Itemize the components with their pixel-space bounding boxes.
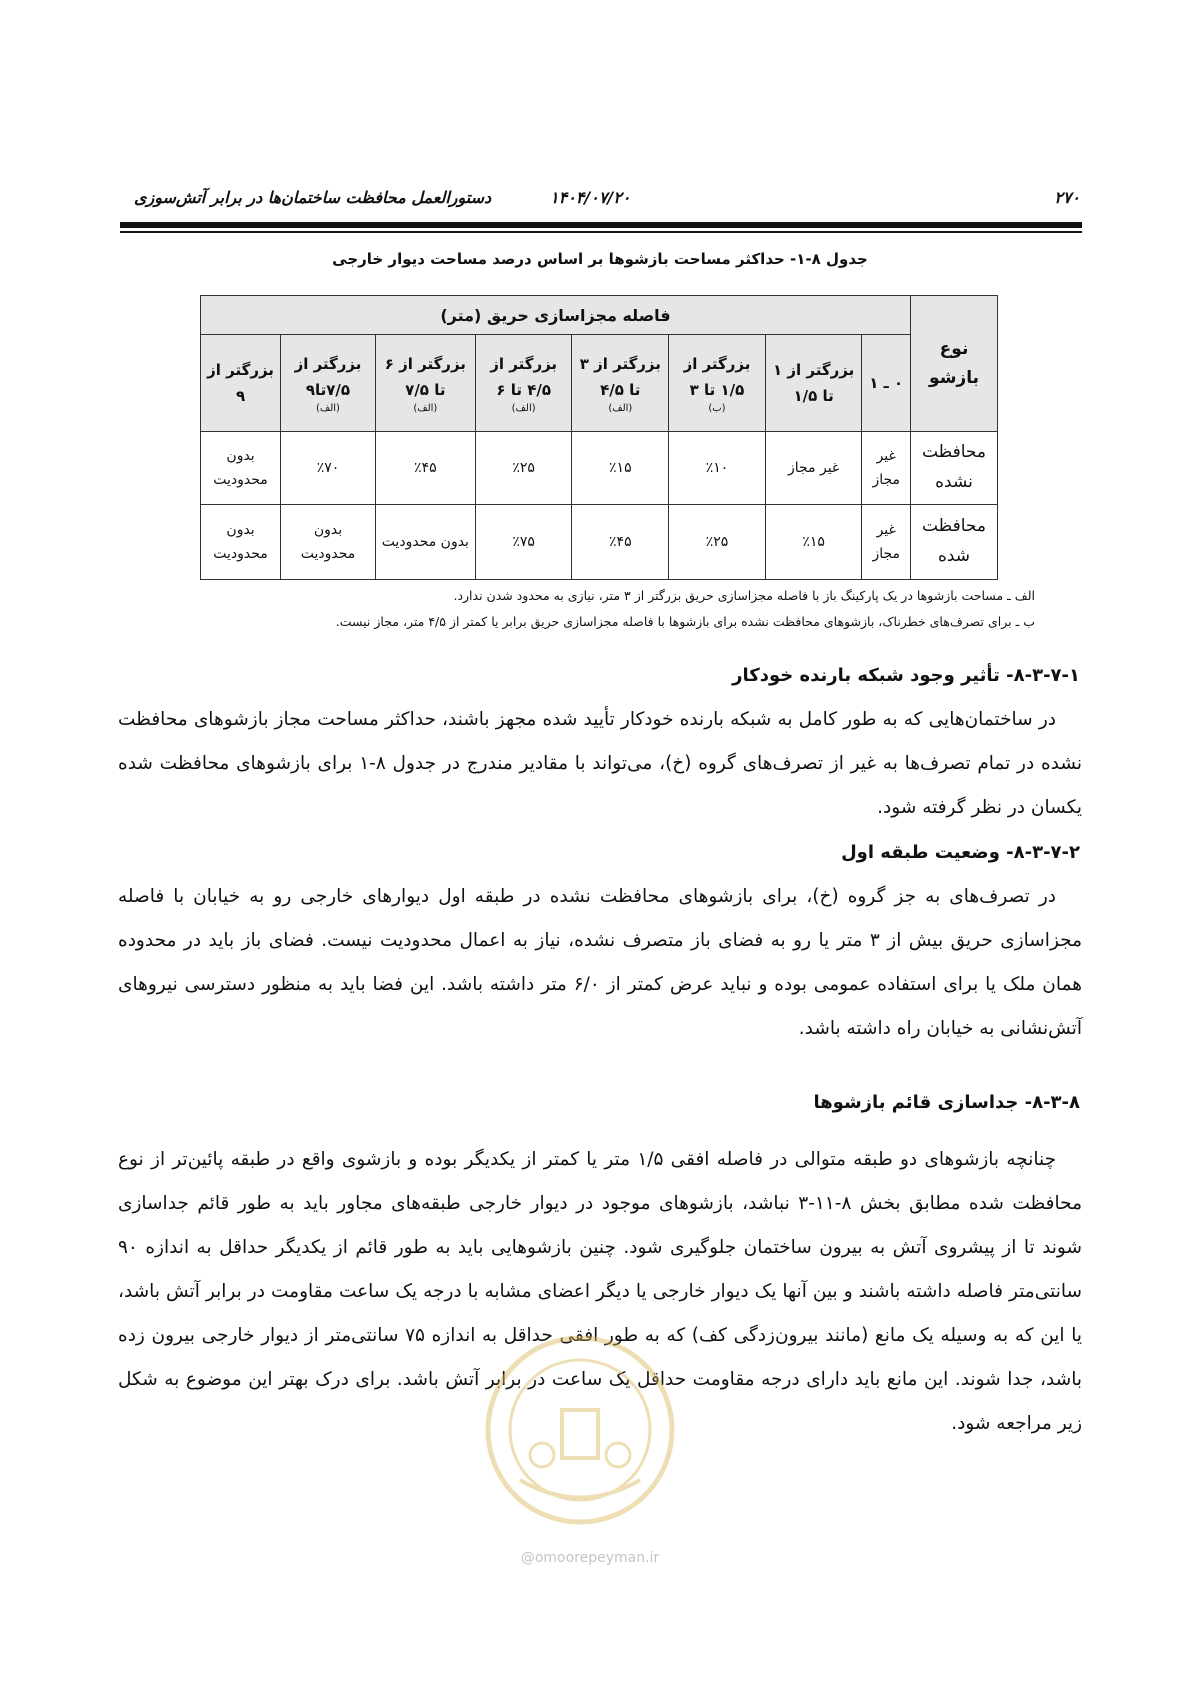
- col-header-type: نوع بازشو: [911, 296, 998, 432]
- col-header-label: بزرگتر از ۹: [207, 360, 274, 405]
- header-rule-thick: [120, 222, 1082, 228]
- col-header-label: بزرگتر از ۶ تا ۷/۵: [384, 354, 466, 399]
- col-header-note: (الف): [413, 403, 438, 415]
- watermark-scale-right-icon: [606, 1443, 630, 1467]
- openings-table: [200, 295, 998, 580]
- header-date: ۱۴۰۴/۰۷/۲۰: [550, 188, 631, 207]
- table-cell: ٪۲۵: [669, 505, 766, 580]
- row-header: محافظت شده: [911, 505, 998, 580]
- paragraph-text: در ساختمان‌هایی که به طور کامل به شبکه بارنده خودکار تأیید شده مجهز باشند، حداکثر مساحت مجاز بازشوهای محافظت نشده در تمام تصرف‌ها به غیر از تصرف‌های گروه (خ)، می‌تواند با مقادیر مندرج در جدول ۸-۱ برای بازشوهای محافظت شده یکسان در نظر گرفته شود.: [118, 709, 1082, 818]
- page-header: [120, 188, 1080, 214]
- table-cell: ٪۴۵: [572, 505, 669, 580]
- col-header-label: بزرگتر از ۱ تا ۱/۵: [773, 360, 855, 405]
- table-cell: ٪۴۵: [375, 432, 475, 505]
- paragraph-text: در تصرف‌های به جز گروه (خ)، برای بازشوهای محافظت نشده در طبقه اول دیوارهای خارجی رو به خیابان با فاصله مجزاسازی حریق بیش از ۳ متر یا رو به فضای باز متصرف نشده، نیاز به اعمال محدودیت نیست. فضای باز باید در محدوده همان ملک یا برای استفاده عمومی بوده و نباید عرض کمتر از ۶/۰ متر داشته باشد. این فضا باید به منظور دسترسی نیروهای آتش‌نشانی به خیابان راه داشته باشد.: [118, 886, 1083, 1039]
- table-cell: ٪۱۵: [765, 505, 862, 580]
- col-group-header: فاصله مجزاسازی حریق (متر): [201, 296, 911, 335]
- col-header: [475, 335, 572, 432]
- watermark-building-icon: [562, 1410, 598, 1458]
- col-header: [201, 335, 281, 432]
- table-cell: بدون محدودیت: [201, 432, 281, 505]
- table-cell: غیر مجاز: [862, 505, 911, 580]
- section-paragraph: [118, 698, 1082, 830]
- header-rule-thin: [120, 231, 1082, 233]
- watermark-inner-ring: [510, 1360, 650, 1500]
- table-cell: غیر مجاز: [765, 432, 862, 505]
- table-cell: ٪۲۵: [475, 432, 572, 505]
- table-cell: بدون محدودیت: [281, 505, 376, 580]
- table-cell: ٪۱۰: [669, 432, 766, 505]
- col-header: [862, 335, 911, 432]
- table-cell: غیر مجاز: [862, 432, 911, 505]
- watermark-logo: [480, 1330, 680, 1530]
- page-number: ۲۷۰: [1054, 188, 1080, 207]
- paragraph-text: چنانچه بازشوهای دو طبقه متوالی در فاصله افقی ۱/۵ متر یا کمتر از یکدیگر بوده و بازشوی واقع در طبقه پائین‌تر از نوع محافظت شده مطابق بخش ۸-۱۱-۳ نباشد، بازشوهای موجود در دیوار خارجی طبقه‌های مجاور باید به طور قائم جداسازی شوند تا از پیشروی آتش به بیرون ساختمان جلوگیری شود. چنین بازشوهایی باید به طور قائم از یکدیگر حداقل به اندازه ۹۰ سانتی‌متر فاصله داشته باشند و بین آنها یک دیوار خارجی یا دیگر اعضای مشابه با درجه یک ساعت مقاومت در برابر آتش باشد، یا این که به وسیله یک مانع (مانند بیرون‌زدگی کف) که به طور افقی حداقل به اندازه ۷۵ سانتی‌متر از دیوار خارجی بیرون زده باشد، جدا شوند. این مانع باید دارای درجه مقاومت حداقل یک ساعت در برابر آتش باشد. برای درک بهتر این موضوع به شکل زیر مراجعه شود.: [118, 1149, 1083, 1434]
- watermark-arc-icon: [520, 1480, 640, 1498]
- col-header-note: (الف): [608, 403, 633, 415]
- col-header: [375, 335, 475, 432]
- col-header: [765, 335, 862, 432]
- col-header-note: (الف): [315, 403, 340, 415]
- section-title: ۸-۳-۸- جداسازی قائم بازشوها: [813, 1092, 1080, 1113]
- col-header-label: بزرگتر از ۳ تا ۴/۵: [579, 354, 661, 399]
- table-note: الف ـ مساحت بازشوها در یک پارکینگ باز با فاصله مجزاسازی حریق بزرگتر از ۳ متر، نیازی به محدود شدن ندارد.: [453, 588, 1035, 603]
- watermark-scale-left-icon: [530, 1443, 554, 1467]
- col-header: [572, 335, 669, 432]
- table-cell: بدون محدودیت: [375, 505, 475, 580]
- table-notes: [120, 583, 1035, 635]
- row-header: محافظت نشده: [911, 432, 998, 505]
- table-note: ب ـ برای تصرف‌های خطرناک، بازشوهای محافظت نشده برای بازشوها با فاصله مجزاسازی حریق برابر یا کمتر از ۴/۵ متر، مجاز نیست.: [335, 614, 1035, 629]
- table-row: [201, 505, 998, 580]
- section-title: ۸-۳-۷-۲- وضعیت طبقه اول: [841, 842, 1080, 863]
- section-paragraph: [118, 875, 1082, 1051]
- col-header: [281, 335, 376, 432]
- watermark-outer-ring: [488, 1338, 672, 1522]
- col-header-label: بزرگتر از ۱/۵ تا ۳: [683, 354, 751, 399]
- col-header-label: ۰ ـ ۱: [869, 373, 904, 392]
- table-row: [201, 432, 998, 505]
- table-cell: ٪۷۵: [475, 505, 572, 580]
- table-cell: ٪۱۵: [572, 432, 669, 505]
- table-cell: بدون محدودیت: [201, 505, 281, 580]
- col-header-label: بزرگتر از ۴/۵ تا ۶: [490, 354, 558, 399]
- table-cell: ٪۷۰: [281, 432, 376, 505]
- col-header-label: بزرگتر از ۷/۵تا۹: [294, 354, 362, 399]
- header-title: دستورالعمل محافظت ساختمان‌ها در برابر آتش‌سوزی: [134, 188, 492, 207]
- col-header-note: (ب): [708, 403, 726, 415]
- section-title: ۸-۳-۷-۱- تأثیر وجود شبکه بارنده خودکار: [732, 665, 1080, 686]
- table-caption: جدول ۸-۱- حداکثر مساحت بازشوها بر اساس درصد مساحت دیوار خارجی: [332, 250, 868, 268]
- col-header: [669, 335, 766, 432]
- col-header-note: (الف): [511, 403, 536, 415]
- watermark-url: @omoorepeyman.ir: [520, 1550, 660, 1566]
